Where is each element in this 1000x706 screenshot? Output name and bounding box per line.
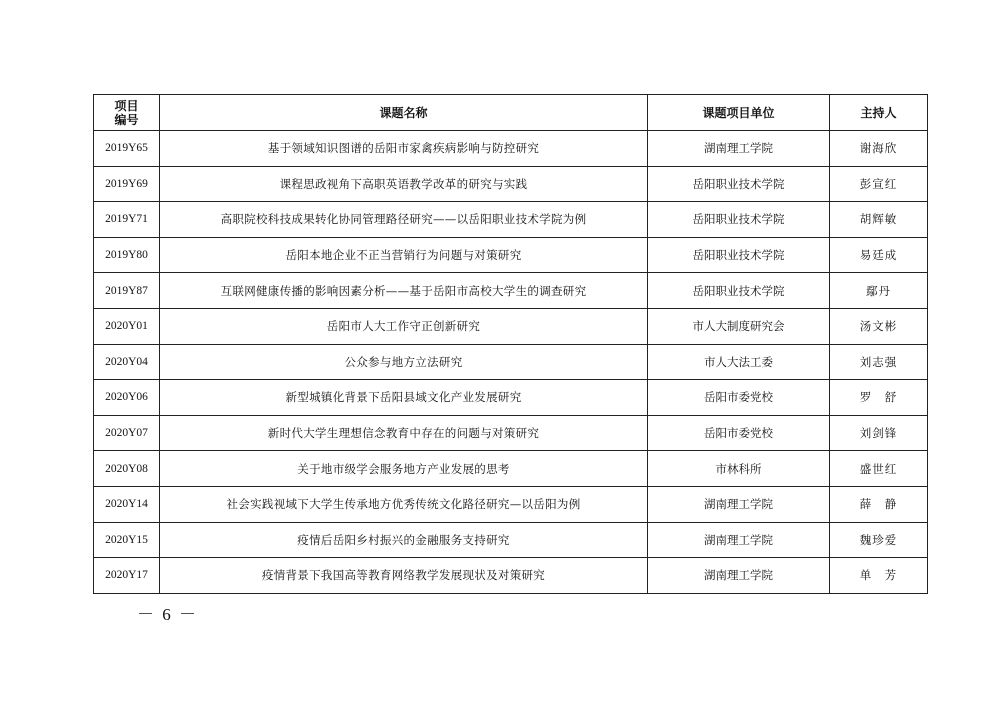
table-row [94, 131, 928, 167]
project-id-cell: 2019Y80 [94, 237, 160, 273]
project-host-cell: 薛 静 [830, 486, 928, 522]
project-title-cell: 高职院校科技成果转化协同管理路径研究——以岳阳职业技术学院为例 [160, 202, 648, 238]
project-title-cell: 课程思政视角下高职英语教学改革的研究与实践 [160, 166, 648, 202]
project-host-cell: 魏珍爱 [830, 522, 928, 558]
project-host-cell: 单 芳 [830, 558, 928, 594]
project-id-cell: 2019Y69 [94, 166, 160, 202]
project-title-cell: 关于地市级学会服务地方产业发展的思考 [160, 451, 648, 487]
table-row [94, 308, 928, 344]
project-host-cell: 汤文彬 [830, 308, 928, 344]
project-id-cell: 2020Y14 [94, 486, 160, 522]
project-id-cell: 2020Y07 [94, 415, 160, 451]
project-title-cell: 岳阳市人大工作守正创新研究 [160, 308, 648, 344]
project-host-cell: 易廷成 [830, 237, 928, 273]
table-row [94, 451, 928, 487]
header-project-host: 主持人 [830, 95, 928, 131]
project-title-cell: 公众参与地方立法研究 [160, 344, 648, 380]
project-title-cell: 新时代大学生理想信念教育中存在的问题与对策研究 [160, 415, 648, 451]
project-unit-cell: 湖南理工学院 [648, 131, 830, 167]
table-row [94, 522, 928, 558]
table-row [94, 166, 928, 202]
project-unit-cell: 岳阳职业技术学院 [648, 273, 830, 309]
project-id-cell: 2019Y65 [94, 131, 160, 167]
project-host-cell: 盛世红 [830, 451, 928, 487]
projects-table [93, 94, 928, 594]
project-host-cell: 刘剑锋 [830, 415, 928, 451]
project-unit-cell: 岳阳职业技术学院 [648, 202, 830, 238]
header-project-id-line1: 项目 [114, 98, 139, 113]
project-unit-cell: 岳阳市委党校 [648, 380, 830, 416]
project-unit-cell: 市人大法工委 [648, 344, 830, 380]
project-id-cell: 2020Y15 [94, 522, 160, 558]
project-title-cell: 基于领域知识图谱的岳阳市家禽疾病影响与防控研究 [160, 131, 648, 167]
table-row [94, 380, 928, 416]
table-row [94, 237, 928, 273]
project-title-cell: 新型城镇化背景下岳阳县域文化产业发展研究 [160, 380, 648, 416]
table-header [94, 95, 928, 131]
page-number: － 6 － [137, 605, 198, 624]
header-project-unit: 课题项目单位 [648, 95, 830, 131]
project-unit-cell: 湖南理工学院 [648, 522, 830, 558]
project-title-cell: 互联网健康传播的影响因素分析——基于岳阳市高校大学生的调查研究 [160, 273, 648, 309]
project-unit-cell: 市人大制度研究会 [648, 308, 830, 344]
project-host-cell: 彭宣红 [830, 166, 928, 202]
table-body [94, 131, 928, 594]
project-unit-cell: 湖南理工学院 [648, 558, 830, 594]
project-unit-cell: 市林科所 [648, 451, 830, 487]
header-project-id-line2: 编号 [114, 112, 139, 127]
table-row [94, 273, 928, 309]
project-host-cell: 刘志强 [830, 344, 928, 380]
project-host-cell: 胡辉敏 [830, 202, 928, 238]
project-unit-cell: 湖南理工学院 [648, 486, 830, 522]
project-title-cell: 岳阳本地企业不正当营销行为问题与对策研究 [160, 237, 648, 273]
header-project-title: 课题名称 [160, 95, 648, 131]
project-unit-cell: 岳阳市委党校 [648, 415, 830, 451]
project-host-cell: 鄢丹 [830, 273, 928, 309]
project-title-cell: 疫情背景下我国高等教育网络教学发展现状及对策研究 [160, 558, 648, 594]
project-host-cell: 罗 舒 [830, 380, 928, 416]
header-row [94, 95, 928, 131]
project-title-cell: 疫情后岳阳乡村振兴的金融服务支持研究 [160, 522, 648, 558]
project-id-cell: 2019Y87 [94, 273, 160, 309]
project-unit-cell: 岳阳职业技术学院 [648, 166, 830, 202]
project-id-cell: 2020Y01 [94, 308, 160, 344]
table-row [94, 202, 928, 238]
project-host-cell: 谢海欣 [830, 131, 928, 167]
project-unit-cell: 岳阳职业技术学院 [648, 237, 830, 273]
project-title-cell: 社会实践视域下大学生传承地方优秀传统文化路径研究—以岳阳为例 [160, 486, 648, 522]
table-row [94, 558, 928, 594]
project-id-cell: 2020Y04 [94, 344, 160, 380]
project-id-cell: 2020Y08 [94, 451, 160, 487]
table-row [94, 415, 928, 451]
table-row [94, 486, 928, 522]
project-id-cell: 2020Y06 [94, 380, 160, 416]
project-id-cell: 2019Y71 [94, 202, 160, 238]
project-id-cell: 2020Y17 [94, 558, 160, 594]
table-row [94, 344, 928, 380]
header-project-id [94, 95, 160, 131]
